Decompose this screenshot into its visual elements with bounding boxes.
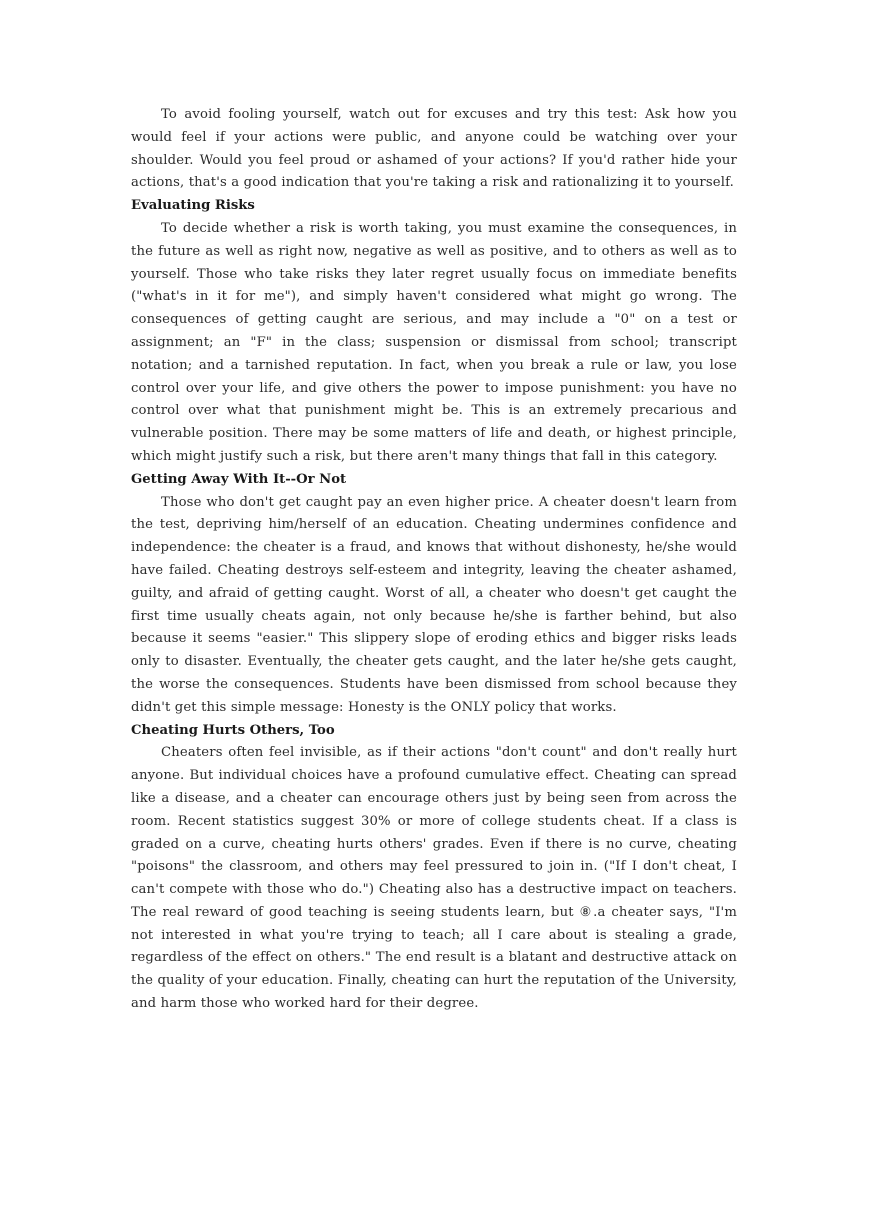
hurts-others-paragraph: Cheaters often feel invisible, as if their actions "don't count" and don't really hurt anyone. But individual choices have a profound cumulative effect. Cheating can spread like a disease, and a cheater can encourage others just by being seen from across the room. Recent statistics suggest 30% or more of college students cheat. If a class is graded on a curve, cheating hurts others' grades. Even if there is no curve, cheating "poisons" the classroom, and others may feel pressured to join in. ("If I don't cheat, I can't compete with those who do.") Cheating also has a destructive impact on teachers. The real reward of good teaching is seeing students learn, but ⑧.a cheater says, "I'm not interested in what you're trying to teach; all I care about is stealing a grade, regardless of the effect on others." The end result is a blatant and destructive attack on the quality of your education. Finally, cheating can hurt the reputation of the University, and harm those who worked hard for their degree. — [131, 745, 737, 1012]
getting-away-paragraph: Those who don't get caught pay an even higher price. A cheater doesn't learn from the test, depriving him/herself of an education. Cheating undermines confidence and independence: the cheater is a fraud, and knows that without dishonesty, he/she would have failed. Cheating destroys self-esteem and integrity, leaving the cheater ashamed, guilty, and afraid of getting caught. Worst of all, a cheater who doesn't get caught the first time usually cheats again, not only because he/she is farther behind, but also because it seems "easier." This slippery slope of eroding ethics and bigger risks leads only to disaster. Eventually, the cheater gets caught, and the later he/she gets caught, the worse the consequences. Students have been dismissed from school because they didn't get this simple message: Honesty is the ONLY policy that works. — [131, 494, 737, 715]
document-page — [131, 104, 737, 1016]
heading-hurts-others: Cheating Hurts Others, Too — [131, 722, 335, 738]
evaluating-risks-paragraph: To decide whether a risk is worth taking, you must examine the consequences, in the future as well as right now, negative as well as positive, and to others as well as to yourself. Those who take risks they later regret usually focus on immediate benefits ("what's in it for me"), and simply haven't considered what might go wrong. The consequences of getting caught are serious, and may include a "0" on a test or assignment; an "F" in the class; suspension or dismissal from school; transcript notation; and a tarnished reputation. In fact, when you break a rule or law, you lose control over your life, and give others the power to impose punishment: you have no control over what that punishment might be. This is an extremely precarious and vulnerable position. There may be some matters of life and death, or highest principle, which might justify such a risk, but there aren't many things that fall in this category. — [131, 220, 737, 464]
heading-evaluating-risks: Evaluating Risks — [131, 198, 255, 214]
intro-paragraph: To avoid fooling yourself, watch out for excuses and try this test: Ask how you would feel if your actions were public, and anyone could be watching over your shoulder. Would you feel proud or ashamed of your actions? If you'd rather hide your actions, that's a good indication that you're taking a risk and rationalizing it to yourself. — [131, 107, 737, 191]
heading-getting-away: Getting Away With It--Or Not — [131, 471, 347, 487]
